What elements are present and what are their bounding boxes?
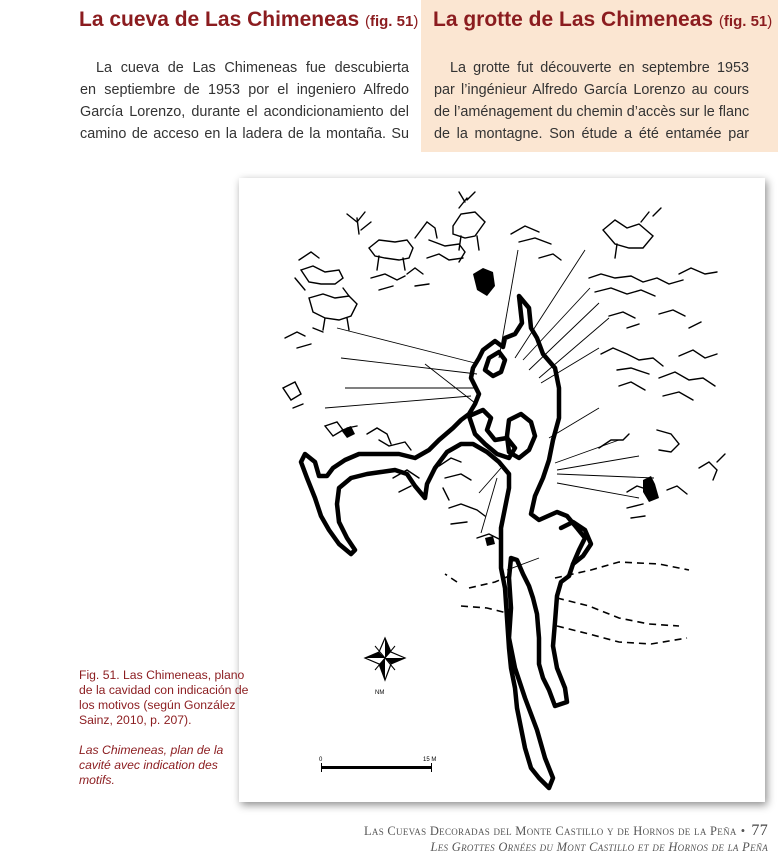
french-column <box>421 0 778 152</box>
cave-plan-drawing <box>239 178 765 802</box>
text-line: La cueva de Las Chimeneas fue descubierta <box>96 60 409 76</box>
french-section-title <box>433 8 772 32</box>
fig-paren-close: ) <box>413 13 419 30</box>
caption-french: Las Chimeneas, plan de la cavité avec indication des motifs. <box>79 743 224 787</box>
figure-caption <box>79 668 249 788</box>
text-line: García Lorenzo, durante el acondicionamiento del <box>80 104 409 120</box>
page-number: 77 <box>751 822 768 839</box>
text-line: par l’ingénieur Alfredo García Lorenzo au cours <box>434 82 749 98</box>
page-footer <box>364 822 768 855</box>
wall-motifs <box>283 192 501 540</box>
fig-ref-text: fig. 51 <box>369 13 414 30</box>
fig-paren-open: ( <box>718 13 724 30</box>
french-paragraph <box>434 57 749 145</box>
leader-lines <box>325 250 654 570</box>
footer-line-french: Les Grottes Ornées du Mont Castillo et de Hornos de la Peña <box>430 840 768 854</box>
footer-bullet: • <box>740 824 746 838</box>
spanish-column <box>0 0 419 150</box>
spanish-paragraph <box>80 57 409 145</box>
scale-bar <box>321 763 432 772</box>
spanish-section-title <box>79 8 418 32</box>
text-line: camino de acceso en la ladera de la montaña. Su <box>80 126 409 142</box>
north-label: NM <box>375 690 385 696</box>
spanish-fig-ref <box>365 13 418 30</box>
fig-ref-text: fig. 51 <box>723 13 768 30</box>
dark-motifs <box>341 268 659 546</box>
french-fig-ref <box>719 13 772 30</box>
text-line: de l’aménagement du chemin d’accès sur le flanc <box>434 104 750 120</box>
scale-end-label: 15 M <box>423 757 437 763</box>
spanish-title-text: La cueva de Las Chimeneas <box>79 8 360 31</box>
text-line: en septiembre de 1953 por el ingeniero Alfredo <box>80 82 409 98</box>
footer-line-spanish <box>364 822 768 840</box>
cave-plan-figure <box>239 178 765 802</box>
text-line: de la montagne. Son étude a été entamée par <box>434 126 749 142</box>
text-line: La grotte fut découverte en septembre 1953 <box>450 60 749 76</box>
north-arrow <box>365 638 405 680</box>
scale-start-label: 0 <box>319 757 323 763</box>
external-path <box>445 562 689 644</box>
caption-spanish: Fig. 51. Las Chimeneas, plano de la cavidad con indicación de los motivos (según González Sainz, 2010, p. 207). <box>79 668 249 727</box>
fig-paren-close: ) <box>767 13 773 30</box>
fig-paren-open: ( <box>364 13 370 30</box>
cave-outline <box>301 296 591 788</box>
french-title-text: La grotte de Las Chimeneas <box>433 8 714 31</box>
footer-title-es: Las Cuevas Decoradas del Monte Castillo y de Hornos de la Peña <box>363 824 737 838</box>
